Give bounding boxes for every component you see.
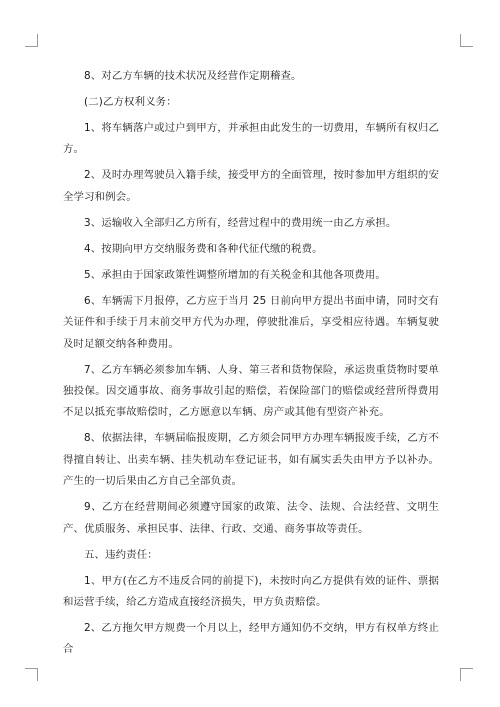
paragraph-b-9: 9、乙方在经营期间必须遵守国家的政策、法令、法规、合法经营、文明生产、优质服务、承担民事、法律、行政、交通、商务事故等责任。: [63, 501, 439, 535]
crop-mark-bottom-left: [25, 668, 38, 681]
paragraph-liability-2: 2、乙方拖欠甲方规费一个月以上，经甲方通知仍不交纳，甲方有权单方终止合: [63, 622, 439, 656]
paragraph-b-7: 7、乙方车辆必须参加车辆、人身、第三者和货物保险，承运贵重货物时要单独投保。因交通事故、商务事故引起的赔偿，若保险部门的赔偿或经营所得费用不足以抵充事故赔偿时，乙方愿意以车辆、房产或其他有型资产补充。: [63, 363, 439, 419]
paragraph-b-6: 6、车辆需下月报停，乙方应于当月 25 日前向甲方提出书面申请，同时交有关证件和手续于月末前交甲方代为办理，停驶批准后，享受相应待遇。车辆复驶及时足额交纳各种费用。: [63, 294, 439, 350]
paragraph-liability-1: 1、甲方(在乙方不违反合同的前提下)，未按时向乙方提供有效的证件、票据和运营手续，给乙方造成直接经济损失，甲方负责赔偿。: [63, 574, 439, 609]
paragraph-b-1: 1、将车辆落户或过户到甲方，并承担由此发生的一切费用，车辆所有权归乙方。: [63, 122, 439, 156]
paragraph-b-5: 5、承担由于国家政策性调整所增加的有关税金和其他各项费用。: [84, 268, 386, 281]
crop-mark-top-right: [460, 34, 473, 47]
paragraph-b-8: 8、依据法律，车辆届临报废期，乙方须会同甲方办理车辆报废手续，乙方不得擅自转让、出卖车辆、挂失机动车登记证书，如有属实丢失由甲方予以补办。产生的一切后果由乙方自己全部负责。: [63, 432, 439, 488]
paragraph-inspection: 8、对乙方车辆的技术状况及经营作定期稽查。: [84, 70, 302, 82]
section-heading-liability: 五、违约责任：: [84, 548, 158, 561]
document-body: [63, 66, 439, 665]
paragraph-b-2: 2、及时办理驾驶员入籍手续，接受甲方的全面管理，按时参加甲方组织的安全学习和例会。: [63, 169, 439, 203]
crop-mark-top-left: [25, 34, 38, 47]
crop-mark-bottom-right: [460, 668, 473, 681]
section-heading-party-b-rights: (二)乙方权利义务：: [84, 96, 177, 108]
paragraph-b-3: 3、运输收入全部归乙方所有，经营过程中的费用统一由乙方承担。: [84, 216, 397, 229]
paragraph-b-4: 4、按期向甲方交纳服务费和各种代征代缴的税费。: [84, 242, 323, 255]
